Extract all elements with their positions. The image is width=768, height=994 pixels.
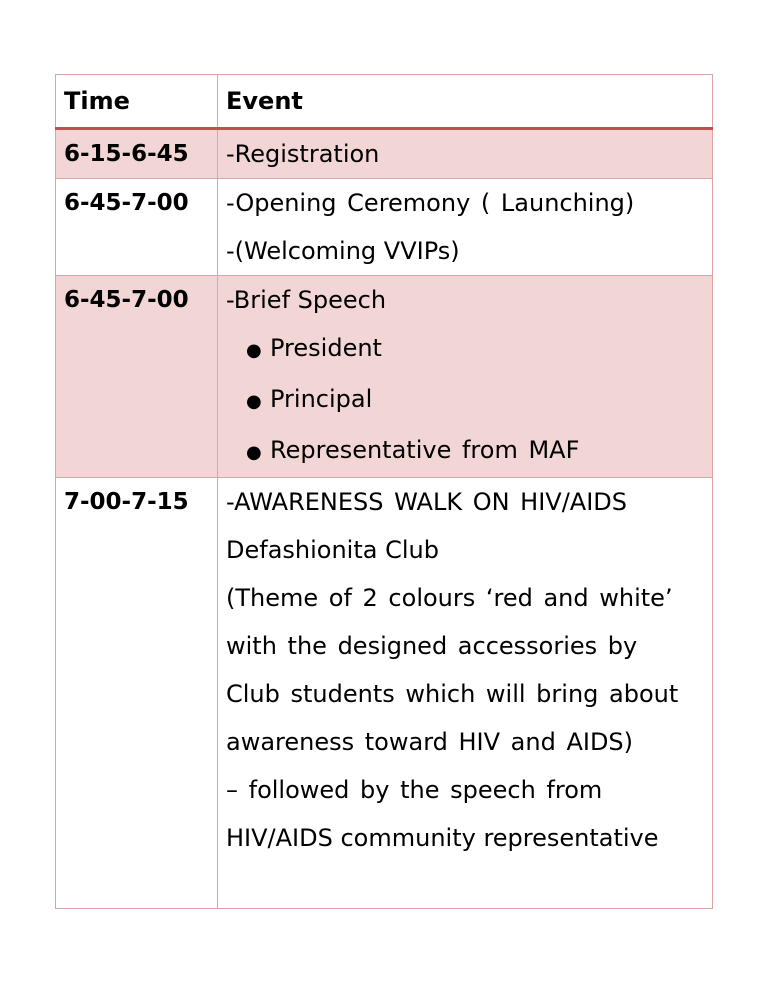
list-item xyxy=(246,426,712,477)
event-cell xyxy=(218,478,713,909)
event-line: -AWARENESS WALK ON HIV/AIDS xyxy=(226,488,628,516)
list-item-label: Principal xyxy=(270,385,373,413)
list-item xyxy=(246,375,712,426)
table-row xyxy=(56,129,713,179)
event-line: -Opening Ceremony ( Launching) xyxy=(226,189,635,217)
event-line: awareness toward HIV and AIDS) xyxy=(226,728,634,756)
schedule-table xyxy=(55,74,713,909)
header-time: Time xyxy=(56,75,218,129)
table-row xyxy=(56,478,713,909)
event-cell xyxy=(218,129,713,179)
event-line: with the designed accessories by xyxy=(226,632,638,660)
table-row xyxy=(56,276,713,478)
event-cell xyxy=(218,276,713,478)
speaker-list xyxy=(226,324,712,477)
list-item xyxy=(246,324,712,375)
event-line: -(Welcoming VVIPs) xyxy=(226,237,460,265)
list-item-label: President xyxy=(270,334,382,362)
header-row xyxy=(56,75,713,129)
event-cell xyxy=(218,179,713,276)
time-cell: 6-45-7-00 xyxy=(56,276,218,478)
bullet-icon: ● xyxy=(246,340,262,361)
list-item-label: Representative from MAF xyxy=(270,436,580,464)
bullet-icon: ● xyxy=(246,442,262,463)
event-line: -Brief Speech xyxy=(226,286,387,314)
event-line: -Registration xyxy=(226,140,380,168)
time-cell: 6-15-6-45 xyxy=(56,129,218,179)
event-line: HIV/AIDS community representative xyxy=(226,824,659,852)
event-line: (Theme of 2 colours ‘red and white’ xyxy=(226,584,673,612)
header-event: Event xyxy=(218,75,713,129)
time-cell: 7-00-7-15 xyxy=(56,478,218,909)
table-row xyxy=(56,179,713,276)
event-line: Defashionita Club xyxy=(226,536,439,564)
time-cell: 6-45-7-00 xyxy=(56,179,218,276)
bullet-icon: ● xyxy=(246,391,262,412)
event-line: Club students which will bring about xyxy=(226,680,679,708)
event-line: – followed by the speech from xyxy=(226,776,603,804)
